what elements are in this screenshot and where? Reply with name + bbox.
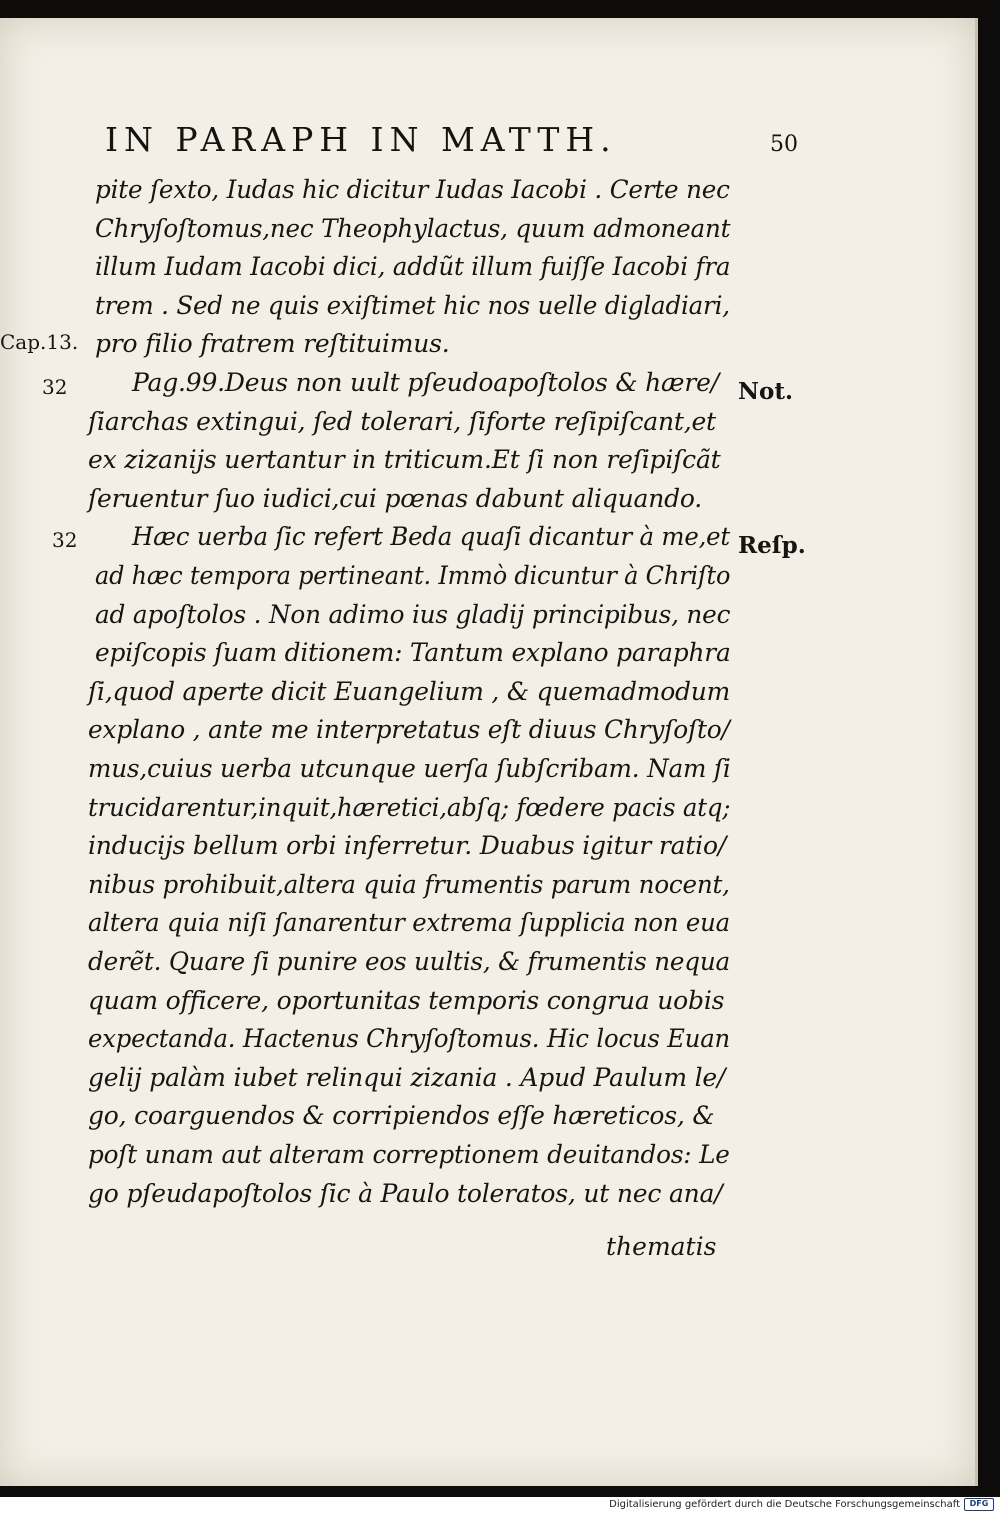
text-line-content: pite ſexto, Iudas hic dicitur Iudas Iacobi . Certe nec [95,175,730,204]
text-line-content: pro filio fratrem reſtituimus. [95,329,450,359]
text-line-content: explano , ante me interpretatus eſt diuus Chryſoſto/ [88,715,730,745]
text-line [0,947,1000,985]
text-line [0,291,1000,329]
text-line [0,445,1000,483]
text-line [0,1024,1000,1062]
margin-note-resp: Reſp. [738,532,806,559]
text-line-content: expectanda. Hactenus Chryſoſtomus. Hic locus Euan [88,1024,730,1054]
text-line [0,908,1000,946]
running-head: IN PARAPH IN MATTH. [105,120,617,159]
text-line [0,1063,1000,1101]
text-line [0,600,1000,638]
text-line-content: ex zizanijs uertantur in triticum.Et ſi non reſipiſcãt [88,445,721,475]
text-line-content: Hæc uerba ſic refert Beda quaſi dicantur à me,et [132,522,730,552]
text-line-content: derẽt. Quare ſi punire eos uultis, & frumentis nequa [88,947,731,976]
text-line [0,214,1000,252]
text-line-content: inducijs bellum orbi inferretur. Duabus igitur ratio/ [88,831,727,861]
margin-number-2: 32 [52,528,78,552]
dfg-logo: DFG [964,1498,994,1511]
text-line [0,1140,1000,1178]
text-line [0,638,1000,676]
text-line-content: ad apoſtolos . Non adimo ius gladij principibus, nec [95,599,731,629]
margin-cap-reference: Cap.13. [0,330,79,354]
text-line-content: trem . Sed ne quis exiſtimet hic nos uelle digladiari, [95,290,730,320]
text-line [0,329,1000,367]
text-line [0,870,1000,908]
text-line-content: illum Iudam Iacobi dici, addũt illum fuiſſe Iacobi fra [95,252,731,282]
text-line [0,407,1000,445]
text-line [0,1179,1000,1217]
margin-number-1: 32 [42,375,68,399]
funding-credit: Digitalisierung gefördert durch die Deutsche Forschungsgemeinschaft [609,1499,960,1510]
text-line [0,522,1000,560]
page-number: 50 [770,132,798,157]
text-line-content: mus,cuius uerba utcunque uerſa ſubſcribam. Nam ſi [88,754,731,783]
text-line-content: ad hæc tempora pertineant. Immò dicuntur à Chriſto [95,561,731,590]
margin-note-not: Not. [738,378,793,405]
text-line [0,561,1000,599]
text-line-content: go pſeudapoſtolos ſic à Paulo toleratos, ut nec ana/ [88,1178,723,1208]
text-line-content: gelij palàm iubet relinqui zizania . Apud Paulum le/ [88,1062,726,1092]
text-line-content: ſeruentur ſuo iudici,cui pœnas dabunt aliquando. [88,483,703,513]
text-line-content: ſiarchas extingui, ſed tolerari, ſiforte reſipiſcant,et [88,406,716,436]
text-line-content: trucidarentur,inquit,hæretici,abſq; fœdere pacis atq; [88,792,731,822]
text-line-content: altera quia niſi ſanarentur extrema ſupplicia non eua [88,908,730,938]
text-line-content: ſi,quod aperte dicit Euangelium , & quemadmodum [88,676,731,706]
text-line [0,484,1000,522]
text-line-content: Chryſoſtomus,nec Theophylactus, quum admoneant [95,213,731,243]
text-line [0,368,1000,406]
catchword: thematis [606,1232,717,1261]
text-line [0,1101,1000,1139]
text-line [0,831,1000,869]
text-line-content: epiſcopis ſuam ditionem: Tantum explano paraphra [95,638,731,668]
text-line-content: Pag.99.Deus non uult pſeudoapoſtolos & hære/ [132,368,719,397]
text-line [0,252,1000,290]
text-line [0,175,1000,213]
text-line [0,793,1000,831]
text-line [0,986,1000,1024]
text-line-content: go, coarguendos & corripiendos eſſe hæreticos, & [88,1101,715,1131]
text-line [0,754,1000,792]
text-line-content: poſt unam aut alteram correptionem deuitandos: Le [88,1140,730,1169]
text-line [0,715,1000,753]
text-line-content: quam officere, oportunitas temporis congrua uobis [88,985,725,1015]
text-line-content: nibus prohibuit,altera quia frumentis parum nocent, [88,869,730,899]
text-line [0,677,1000,715]
